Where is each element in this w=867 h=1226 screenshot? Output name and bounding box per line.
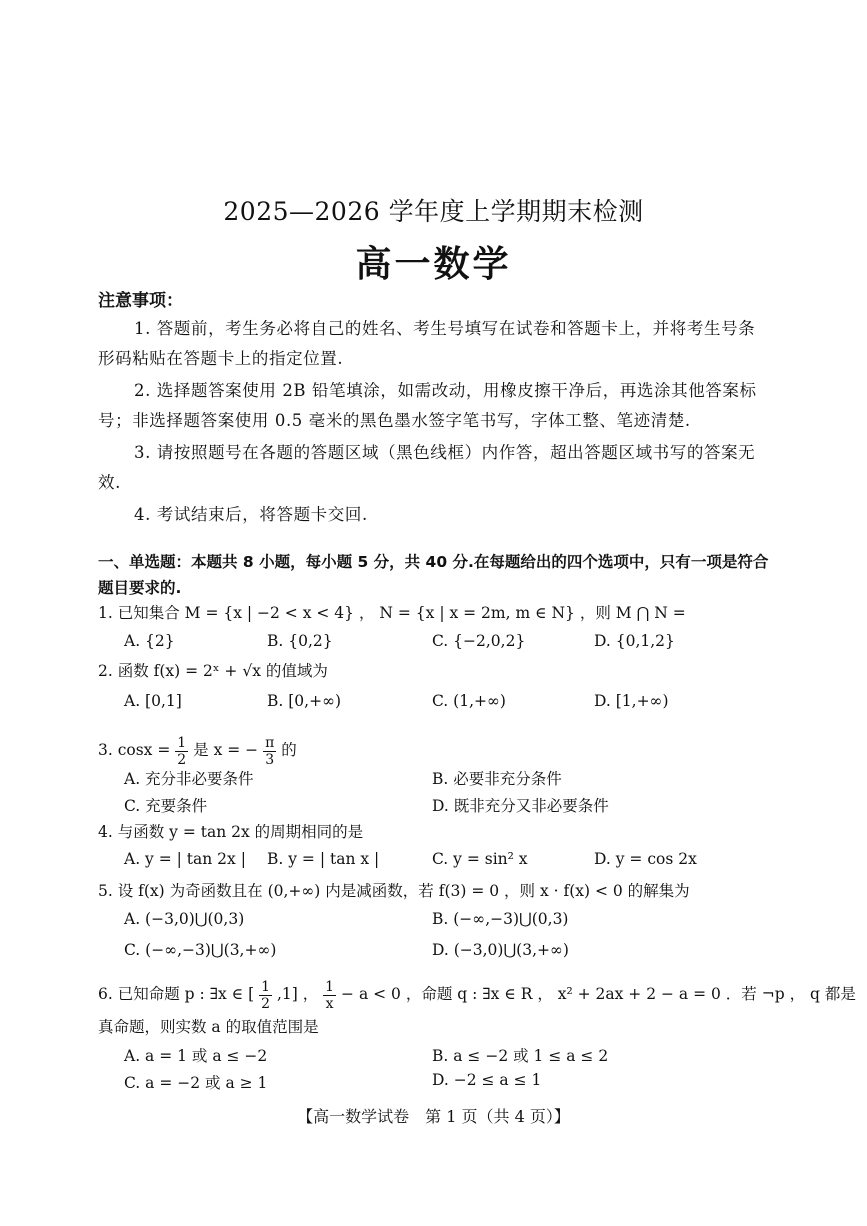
page-footer: 【高一数学试卷 第 1 页（共 4 页）】 [297, 1107, 570, 1126]
question-6-option-a: A. a = 1 或 a ≤ −2 [124, 1047, 268, 1065]
question-3-option-b: B. 必要非充分条件 [432, 770, 562, 788]
question-2-option-c: C. (1,+∞) [432, 692, 506, 710]
fraction-one-half-q6: $\frac{1}{2}$ [261, 978, 271, 1012]
question-4-option-c: C. y = sin² x [432, 850, 528, 868]
note-item-4: 4. 考试结束后，将答题卡交回. [134, 505, 368, 524]
question-5-option-a: A. (−3,0)⋃(0,3) [124, 910, 245, 928]
notes-heading: 注意事项： [98, 291, 183, 311]
fraction-pi-over-three: $\frac{\pi}{3}$ [265, 734, 275, 768]
note-item-2: 2. 选择题答案使用 2B 铅笔填涂，如需改动，用橡皮擦干净后，再选涂其他答案标号；非选择题答案使用 0.5 毫米的黑色墨水签字笔书写，字体工整、笔迹清楚. [98, 381, 757, 430]
question-1-option-d: D. {0,1,2} [594, 632, 675, 650]
question-4-option-b: B. y = | tan x | [267, 850, 380, 868]
fraction-one-half: $\frac{1}{2}$ [177, 734, 187, 768]
question-2-option-d: D. [1,+∞) [594, 692, 669, 710]
question-1-option-c: C. {−2,0,2} [432, 632, 526, 650]
exam-title: 2025—2026 学年度上学期期末检测 [223, 197, 644, 226]
question-5-option-d: D. (−3,0)⋃(3,+∞) [432, 941, 569, 959]
fraction-one-over-x: $\frac{1}{x}$ [325, 978, 335, 1012]
question-6-option-b: B. a ≤ −2 或 1 ≤ a ≤ 2 [432, 1047, 609, 1065]
question-3-option-c: C. 充要条件 [124, 797, 208, 815]
question-2-stem: 2. 函数 f(x) = 2ˣ + √x 的值域为 [98, 662, 328, 680]
question-1-option-a: A. {2} [124, 632, 175, 650]
subject-title: 高一数学 [355, 244, 512, 285]
question-4-option-a: A. y = | tan 2x | [124, 850, 246, 868]
question-5-option-c: C. (−∞,−3)⋃(3,+∞) [124, 941, 277, 959]
question-6-stem-line2: 真命题，则实数 a 的取值范围是 [98, 1018, 319, 1036]
question-5-option-b: B. (−∞,−3)⋃(0,3) [432, 910, 569, 928]
question-1-option-b: B. {0,2} [267, 632, 333, 650]
question-6-option-c: C. a = −2 或 a ≥ 1 [124, 1074, 268, 1092]
note-item-1: 1. 答题前，考生务必将自己的姓名、考生号填写在试卷和答题卡上，并将考生号条形码粘贴在答题卡上的指定位置. [98, 319, 756, 368]
question-3-stem: 3. cosx = $\frac{1}{2}$ 是 x = − $\frac{\pi}{3}$ 的 [98, 734, 297, 768]
question-2-option-a: A. [0,1] [124, 692, 182, 710]
question-6-option-d: D. −2 ≤ a ≤ 1 [432, 1071, 542, 1089]
question-6-stem: 6. 已知命题 p : ∃x ∈ [ $\frac{1}{2}$ ,1] ， $\frac{1}{x}$ − a < 0 ，命题 q : ∃x ∈ R ， x² + 2ax + 2 − a = 0 ．若 ¬p ， q 都是 [98, 978, 856, 1012]
question-4-stem: 4. 与函数 y = tan 2x 的周期相同的是 [98, 823, 364, 841]
note-item-3: 3. 请按照题号在各题的答题区域（黑色线框）内作答，超出答题区域书写的答案无效. [98, 443, 756, 492]
section-heading: 一、单选题：本题共 8 小题，每小题 5 分，共 40 分.在每题给出的四个选项中，只有一项是符合题目要求的. [98, 553, 769, 597]
question-2-option-b: B. [0,+∞) [267, 692, 342, 710]
question-3-option-d: D. 既非充分又非必要条件 [432, 797, 609, 815]
question-3-option-a: A. 充分非必要条件 [124, 770, 254, 788]
question-4-option-d: D. y = cos 2x [594, 850, 697, 868]
question-1-stem: 1. 已知集合 M = {x | −2 < x < 4} ， N = {x | x = 2m, m ∈ N} ，则 M ⋂ N = [98, 604, 686, 622]
question-5-stem: 5. 设 f(x) 为奇函数且在 (0,+∞) 内是减函数，若 f(3) = 0 ，则 x · f(x) < 0 的解集为 [98, 882, 690, 900]
